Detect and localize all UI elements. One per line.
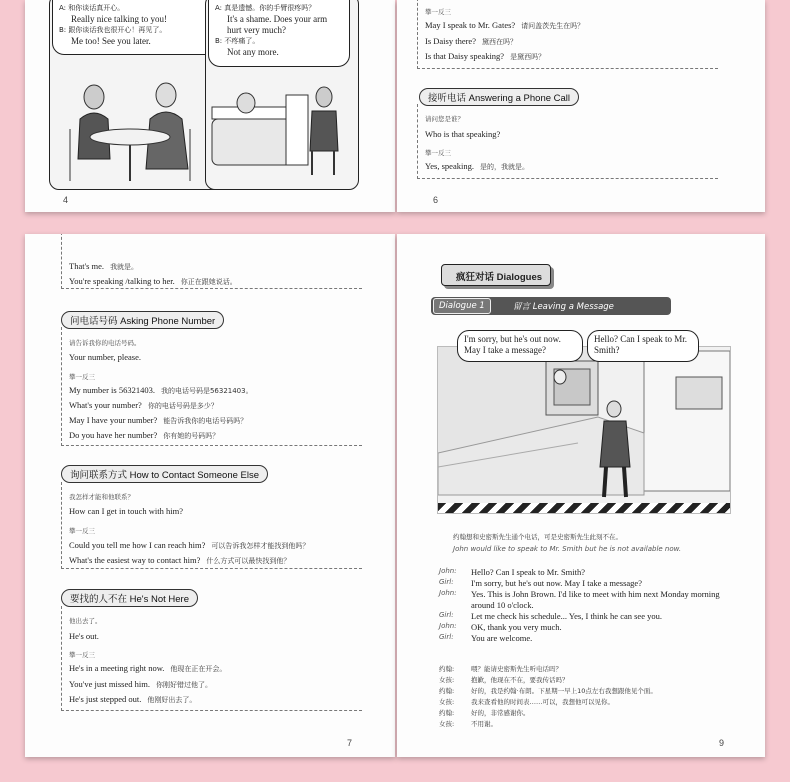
speech-bubble-girl: I'm sorry, but he's out now. May I take a message? — [457, 330, 583, 362]
example-line: Is that Daisy speaking? 是黛西吗？ — [425, 51, 546, 61]
comic-panel-right — [205, 0, 359, 190]
section-title: 问电话号码 Asking Phone Number — [61, 311, 224, 329]
page-number: 4 — [63, 195, 69, 205]
section-label: 请告诉我你的电话号码。 — [69, 339, 141, 347]
speaker: John: — [439, 567, 457, 575]
dialogue-line: You are welcome. — [471, 633, 533, 643]
page-6 — [397, 0, 765, 212]
drill-label: 攀一反三 — [425, 149, 451, 157]
speaker: John: — [439, 589, 457, 597]
page-number: 9 — [719, 738, 725, 748]
speaker-zh: 约翰: — [439, 709, 455, 717]
drill-label: 攀一反三 — [69, 373, 95, 381]
dialogue-line: I'm sorry, but he's out now. May I take a message? — [471, 578, 642, 588]
section-label: 他出去了。 — [69, 617, 102, 625]
situation-en: John would like to speak to Mr. Smith but he is not available now. — [453, 545, 682, 553]
dialogues-banner — [441, 264, 551, 286]
dialogue-line-zh: 喂？能请史密斯先生听电话吗？ — [471, 665, 562, 673]
section-title: 要找的人不在 He's Not Here — [61, 589, 198, 607]
section-title: 询问联系方式 How to Contact Someone Else — [61, 465, 268, 483]
speech-bubble-left: A: 和你谈话真开心。 Really nice talking to you! B: 跟你谈话我也很开心！再见了。 Me too! See you later. — [52, 0, 221, 55]
example-line: He's in a meeting right now. 他现在正在开会。 — [69, 663, 227, 673]
example-line: You've just missed him. 你刚好错过他了。 — [69, 679, 212, 689]
example-line: May I have your number? 能告诉我你的电话号码吗？ — [69, 415, 248, 425]
example-line: What's your number? 你的电话号码是多少？ — [69, 400, 218, 410]
dialogue-line-zh: 抱歉，他现在不在，要我传话吗？ — [471, 676, 569, 684]
page-4 — [25, 0, 395, 212]
page-number: 7 — [347, 738, 353, 748]
dialogue-line-zh: 不用谢。 — [471, 720, 497, 728]
speech-bubble-john: Hello? Can I speak to Mr. Smith? — [587, 330, 699, 362]
example-line: Could you tell me how I can reach him? 可以告诉我怎样才能找到他吗？ — [69, 540, 310, 550]
section-label: 请问您是谁？ — [425, 115, 464, 123]
speaker: Girl: — [439, 611, 454, 619]
dialogue-line-zh: 我来查看他的时间表……可以，我想他可以见你。 — [471, 698, 614, 706]
example-line: Do you have her number? 你有她的号码吗？ — [69, 430, 220, 440]
key-sentence: He's out. — [69, 631, 99, 641]
speaker-zh: 女孩: — [439, 698, 455, 706]
example-line: May I speak to Mr. Gates? 请问盖茨先生在吗？ — [425, 20, 585, 30]
speech-bubble-right: A: 真是遗憾。你的手臂很疼吗？ It's a shame. Does your arm hurt very much? B: 不疼痛了。 Not any more. — [208, 0, 350, 67]
comic-panel-left — [49, 0, 227, 190]
section-title: 接听电话 Answering a Phone Call — [419, 88, 579, 106]
dialogues-banner-label: 疯狂对话 Dialogues — [456, 272, 543, 283]
key-sentence: Your number, please. — [69, 352, 141, 362]
speaker: John: — [439, 622, 457, 630]
drill-label: 攀一反三 — [69, 527, 95, 535]
page-7 — [25, 234, 395, 757]
dialogue-title: 留言 Leaving a Message — [513, 302, 614, 312]
speaker: Girl: — [439, 578, 454, 586]
example-line: My number is 56321403. 我的电话号码是56321403。 — [69, 385, 253, 395]
dialogue-tag: Dialogue 1 — [433, 298, 491, 314]
key-sentence: Who is that speaking? — [425, 129, 501, 139]
couple-at-table-illustration — [50, 59, 226, 189]
speaker-zh: 约翰: — [439, 687, 455, 695]
speaker: Girl: — [439, 633, 454, 641]
key-sentence: How can I get in touch with him? — [69, 506, 184, 516]
dialogue-illustration — [437, 346, 731, 514]
section-label: 我怎样才能和他联系？ — [69, 493, 134, 501]
dialogue-line: OK, thank you very much. — [471, 622, 562, 632]
speaker-zh: 女孩: — [439, 676, 455, 684]
situation-zh: 约翰想和史密斯先生通个电话，可是史密斯先生此刻不在。 — [453, 533, 622, 541]
example-line: You're speaking /talking to her. 你正在跟她说话。 — [69, 276, 237, 286]
dialogue-line: Yes. This is John Brown. I'd like to meet with him next Monday morning — [471, 589, 720, 599]
page-number: 6 — [433, 195, 439, 205]
example-line: Is Daisy there? 黛西在吗？ — [425, 36, 517, 46]
dialogue-line-zh: 好的，我是约翰·布朗。下星期一早上10点左右我想跟他见个面。 — [471, 687, 657, 695]
dialogue-line: Hello? Can I speak to Mr. Smith? — [471, 567, 586, 577]
drill-label: 攀一反三 — [425, 8, 451, 16]
dialogue-header — [431, 297, 671, 315]
example-line: He's just stepped out. 他刚好出去了。 — [69, 694, 197, 704]
dialogue-line-zh: 好的，非常感谢你。 — [471, 709, 530, 717]
street-scene-illustration — [438, 347, 730, 513]
example-line: That's me. 我就是。 — [69, 261, 139, 271]
drill-label: 攀一反三 — [69, 651, 95, 659]
example-line: What's the easiest way to contact him? 什么方式可以最快找到他？ — [69, 555, 291, 565]
dialogue-line: Let me check his schedule... Yes, I think he can see you. — [471, 611, 662, 621]
example-line: Yes, speaking. 是的，我就是。 — [425, 161, 529, 171]
page-9 — [397, 234, 765, 757]
hospital-visit-illustration — [206, 67, 358, 187]
dialogue-line: around 10 o'clock. — [471, 600, 534, 610]
crosswalk-stripe — [438, 503, 730, 513]
speaker-zh: 约翰: — [439, 665, 455, 673]
speaker-zh: 女孩: — [439, 720, 455, 728]
